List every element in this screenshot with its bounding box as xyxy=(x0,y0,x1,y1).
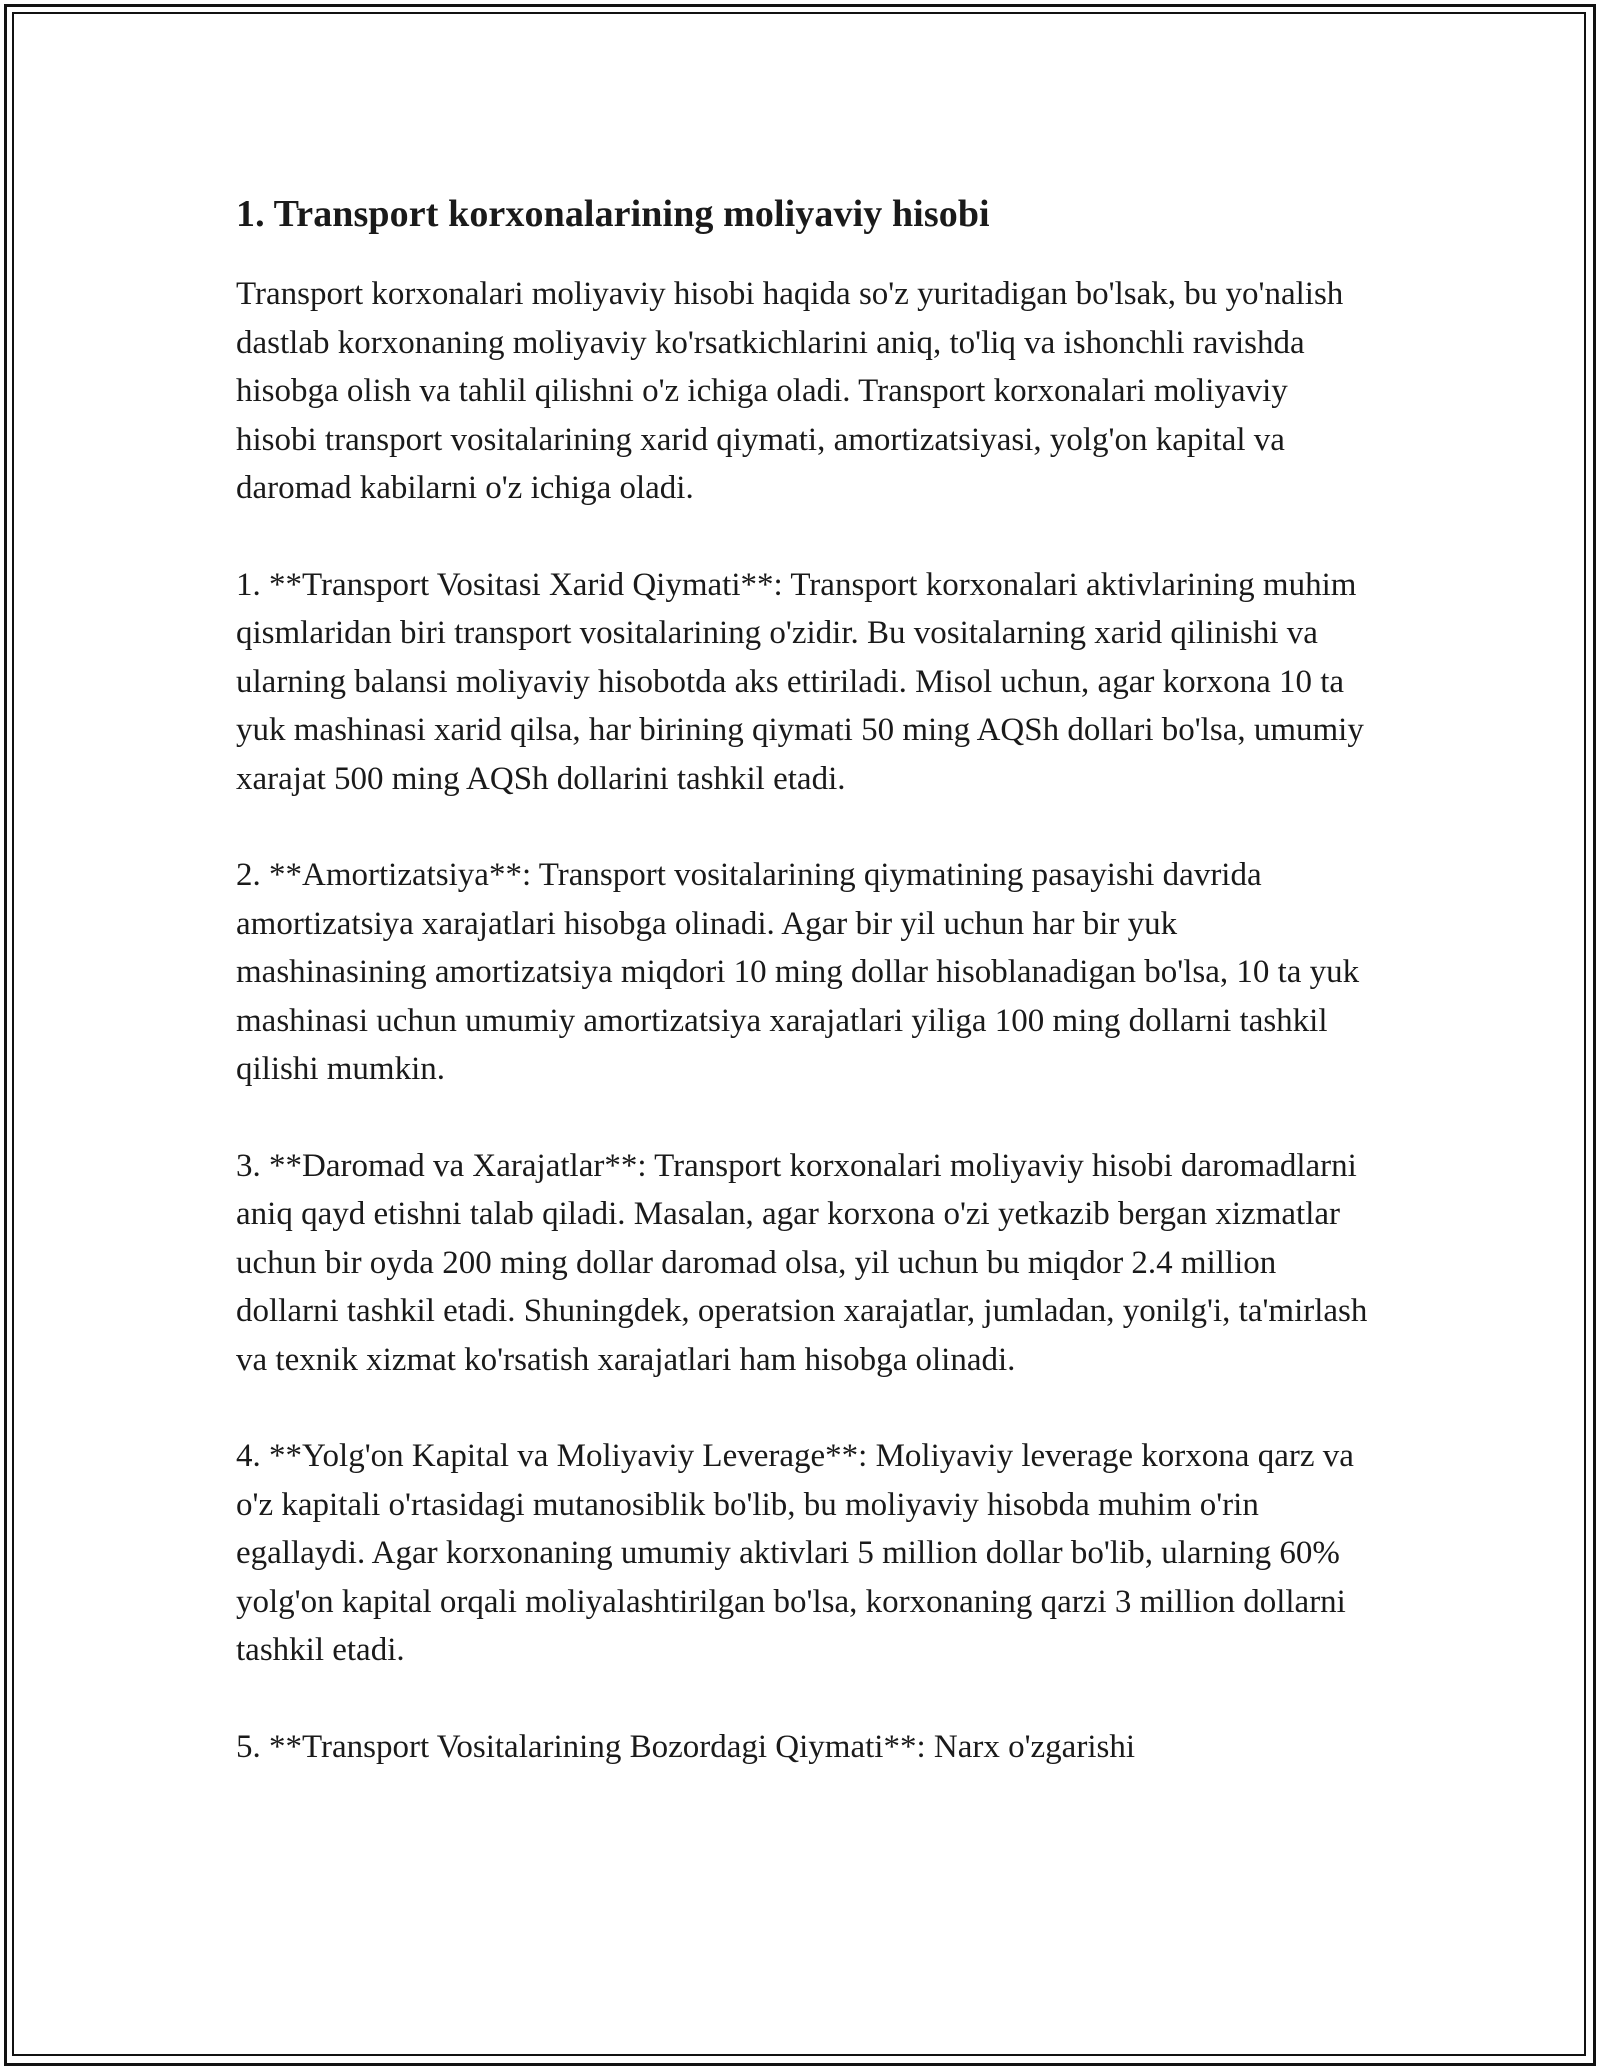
list-item-1: 1. **Transport Vositasi Xarid Qiymati**: Transport korxonalari aktivlarining muhim qismlaridan biri transport vositalarining o'zidir. Bu vositalarning xarid qilinishi va ularning balansi moliyaviy hisobotda aks ettiriladi. Misol uchun, agar korxona 10 ta yuk mashinasi xarid qilsa, har birining qiymati 50 ming AQSh dollari bo'lsa, umumiy xarajat 500 ming AQSh dollarini tashkil etadi. xyxy=(236,566,1364,797)
intro-paragraph: Transport korxonalari moliyaviy hisobi haqida so'z yuritadigan bo'lsak, bu yo'nalish dastlab korxonaning moliyaviy ko'rsatkichlarini aniq, to'liq va ishonchli ravishda hisobga olish va tahlil qilishni o'z ichiga oladi. Transport korxonalari moliyaviy hisobi transport vositalarining xarid qiymati, amortizatsiyasi, yolg'on kapital va daromad kabilarni o'z ichiga oladi. xyxy=(236,276,1344,506)
list-item-3: 3. **Daromad va Xarajatlar**: Transport korxonalari moliyaviy hisobi daromadlarni aniq qayd etishni talab qiladi. Masalan, agar korxona o'zi yetkazib bergan xizmatlar uchun bir oyda 200 ming dollar daromad olsa, yil uchun bu miqdor 2.4 million dollarni tashkil etadi. Shuningdek, operatsion xarajatlar, jumladan, yonilg'i, ta'mirlash va texnik xizmat ko'rsatish xarajatlari ham hisobga olinadi. xyxy=(236,1147,1368,1378)
list-item-4: 4. **Yolg'on Kapital va Moliyaviy Leverage**: Moliyaviy leverage korxona qarz va o'z kapitali o'rtasidagi mutanosiblik bo'lib, bu moliyaviy hisobda muhim o'rin egallaydi. Agar korxonaning umumiy aktivlari 5 million dollar bo'lib, ularning 60% yolg'on kapital orqali moliyalashtirilgan bo'lsa, korxonaning qarzi 3 million dollarni tashkil etadi. xyxy=(236,1438,1354,1668)
document-body xyxy=(236,180,1376,1819)
page-title: 1. Transport korxonalarining moliyaviy hisobi xyxy=(236,193,990,235)
list-item-2: 2. **Amortizatsiya**: Transport vositalarining qiymatining pasayishi davrida amortizatsiya xarajatlari hisobga olinadi. Agar bir yil uchun har bir yuk mashinasining amortizatsiya miqdori 10 ming dollar hisoblanadigan bo'lsa, 10 ta yuk mashinasi uchun umumiy amortizatsiya xarajatlari yiliga 100 ming dollarni tashkil qilishi mumkin. xyxy=(236,857,1360,1087)
list-item-5: 5. **Transport Vositalarining Bozordagi Qiymati**: Narx o'zgarishi xyxy=(236,1728,1135,1765)
